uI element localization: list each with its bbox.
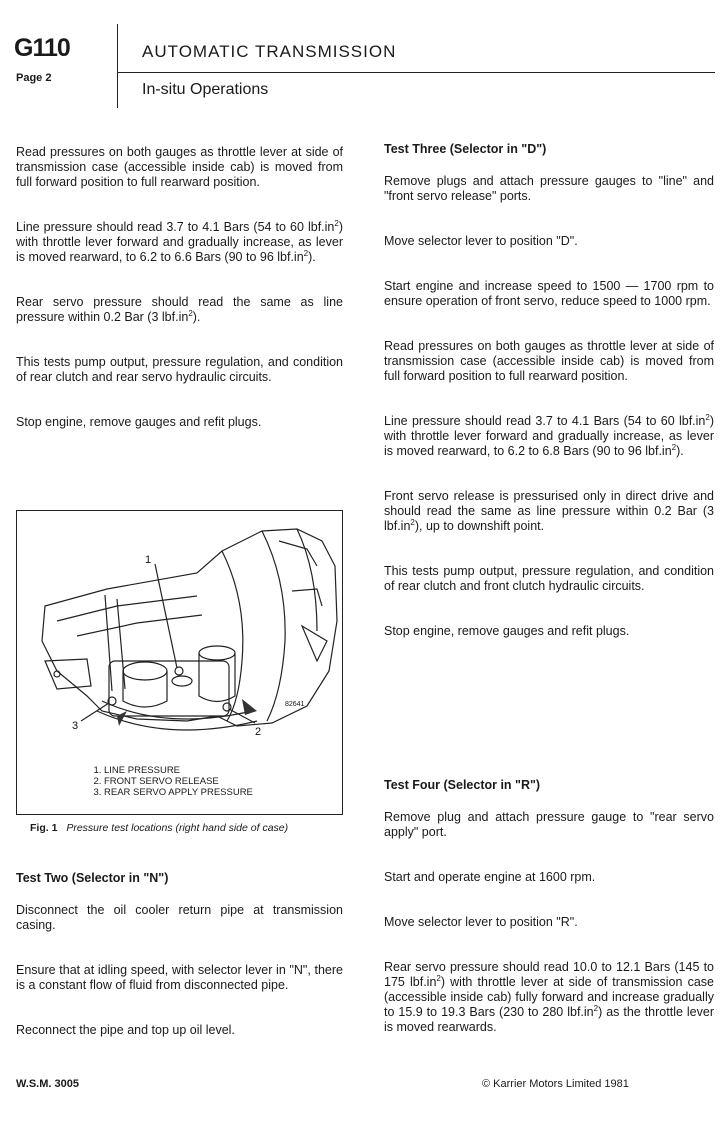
figure-ref-number: 82641 (285, 701, 305, 708)
header-divider-horizontal (117, 72, 715, 73)
paragraph-rear-servo-pressure-r: Rear servo pressure should read 10.0 to 12.1 Bars (145 to 175 $lbf.in^2$) with throttle lever at side of transmission case (accessible inside cab) fully forward and increase gradually to 15.9 to 19.3 Bars (230 to 280 $lbf.in^2$) as the throttle lever is moved rearwards. (384, 960, 715, 1034)
paragraph-read-pressures: Read pressures on both gauges as throttle lever at side of transmission case (accessible inside cab) is moved from full forward position to full rearward position. (16, 145, 343, 189)
left-column-bottom (16, 871, 343, 1068)
legend-item: 2. FRONT SERVO RELEASE (104, 776, 253, 787)
heading-test-two: Test Two (Selector in "N") (16, 871, 169, 885)
paragraph-line-pressure-d: Line pressure should read 3.7 to 4.1 Bars (54 to 60 $lbf.in^2$) with throttle lever forward and gradually increase, as lever is moved rearward, to 6.2 to 6.8 Bars (90 to 96 $lbf.in^2$). (384, 412, 714, 458)
legend-item: 1. LINE PRESSURE (104, 765, 253, 776)
figure-caption-text: Pressure test locations (right hand side of case) (66, 822, 289, 834)
paragraph-read-pressures-d: Read pressures on both gauges as throttle lever at side of transmission case (accessible inside cab) is moved from full forward position to full rearward position. (384, 339, 714, 383)
paragraph-move-to-d: Move selector lever to position "D". (384, 234, 578, 248)
paragraph-stop-engine-d: Stop engine, remove gauges and refit plugs. (384, 624, 630, 638)
heading-test-four: Test Four (Selector in "R") (384, 778, 541, 792)
header-divider-vertical (117, 24, 118, 108)
manual-section-code: G110 (14, 34, 70, 62)
paragraph-disconnect-pipe: Disconnect the oil cooler return pipe at transmission casing. (16, 903, 343, 932)
paragraph-start-engine: Start engine and increase speed to 1500 — 1700 rpm to ensure operation of front servo, reduce speed to 1000 rpm. (384, 279, 714, 308)
paragraph-operate-1600: Start and operate engine at 1600 rpm. (384, 870, 596, 884)
footer-manual-ref: W.S.M. 3005 (16, 1078, 79, 1090)
paragraph-rear-servo: Rear servo pressure should read the same as line pressure within 0.2 Bar (3 $lbf.in^2$). (16, 295, 343, 324)
footer-copyright: © Karrier Motors Limited 1981 (482, 1078, 629, 1090)
figure-legend (88, 765, 253, 798)
transmission-illustration (17, 511, 342, 766)
paragraph-rear-servo-apply: Remove plug and attach pressure gauge to "rear servo apply" port. (384, 810, 714, 839)
callout-1: 1 (145, 554, 152, 566)
right-column-top (384, 142, 714, 669)
page-subtitle: In-situ Operations (142, 81, 269, 98)
left-column-top (16, 145, 343, 460)
figure-caption (30, 822, 288, 834)
paragraph-stop-engine: Stop engine, remove gauges and refit plugs. (16, 415, 262, 429)
paragraph-line-pressure: Line pressure should read 3.7 to 4.1 Bars (54 to 60 $lbf.in^2$) with throttle lever forward and gradually increase, as lever is moved rearward, to 6.2 to 6.6 Bars (90 to 96 $lbf.in^2$). (16, 218, 343, 264)
paragraph-front-servo-release: Front servo release is pressurised only in direct drive and should read the same as line pressure within 0.2 Bar (3 $lbf.in^2$), up to downshift point. (384, 489, 714, 533)
page-number: Page 2 (16, 72, 52, 84)
figure-caption-label: Fig. 1 (30, 822, 58, 834)
paragraph-move-to-r: Move selector lever to position "R". (384, 915, 578, 929)
paragraph-tests-pump: This tests pump output, pressure regulation, and condition of rear clutch and rear servo hydraulic circuits. (16, 355, 343, 384)
paragraph-reconnect-pipe: Reconnect the pipe and top up oil level. (16, 1023, 235, 1037)
callout-3: 3 (72, 720, 79, 732)
paragraph-tests-pump-d: This tests pump output, pressure regulation, and condition of rear clutch and front clutch hydraulic circuits. (384, 564, 714, 593)
right-column-bottom (384, 778, 714, 1065)
legend-item: 3. REAR SERVO APPLY PRESSURE (104, 787, 253, 798)
page-title: AUTOMATIC TRANSMISSION (142, 42, 397, 61)
paragraph-ensure-flow: Ensure that at idling speed, with selector lever in "N", there is a constant flow of fluid from disconnected pipe. (16, 963, 343, 992)
heading-test-three: Test Three (Selector in "D") (384, 142, 547, 156)
callout-2: 2 (255, 726, 262, 738)
paragraph-attach-gauges: Remove plugs and attach pressure gauges to "line" and "front servo release" ports. (384, 174, 714, 203)
